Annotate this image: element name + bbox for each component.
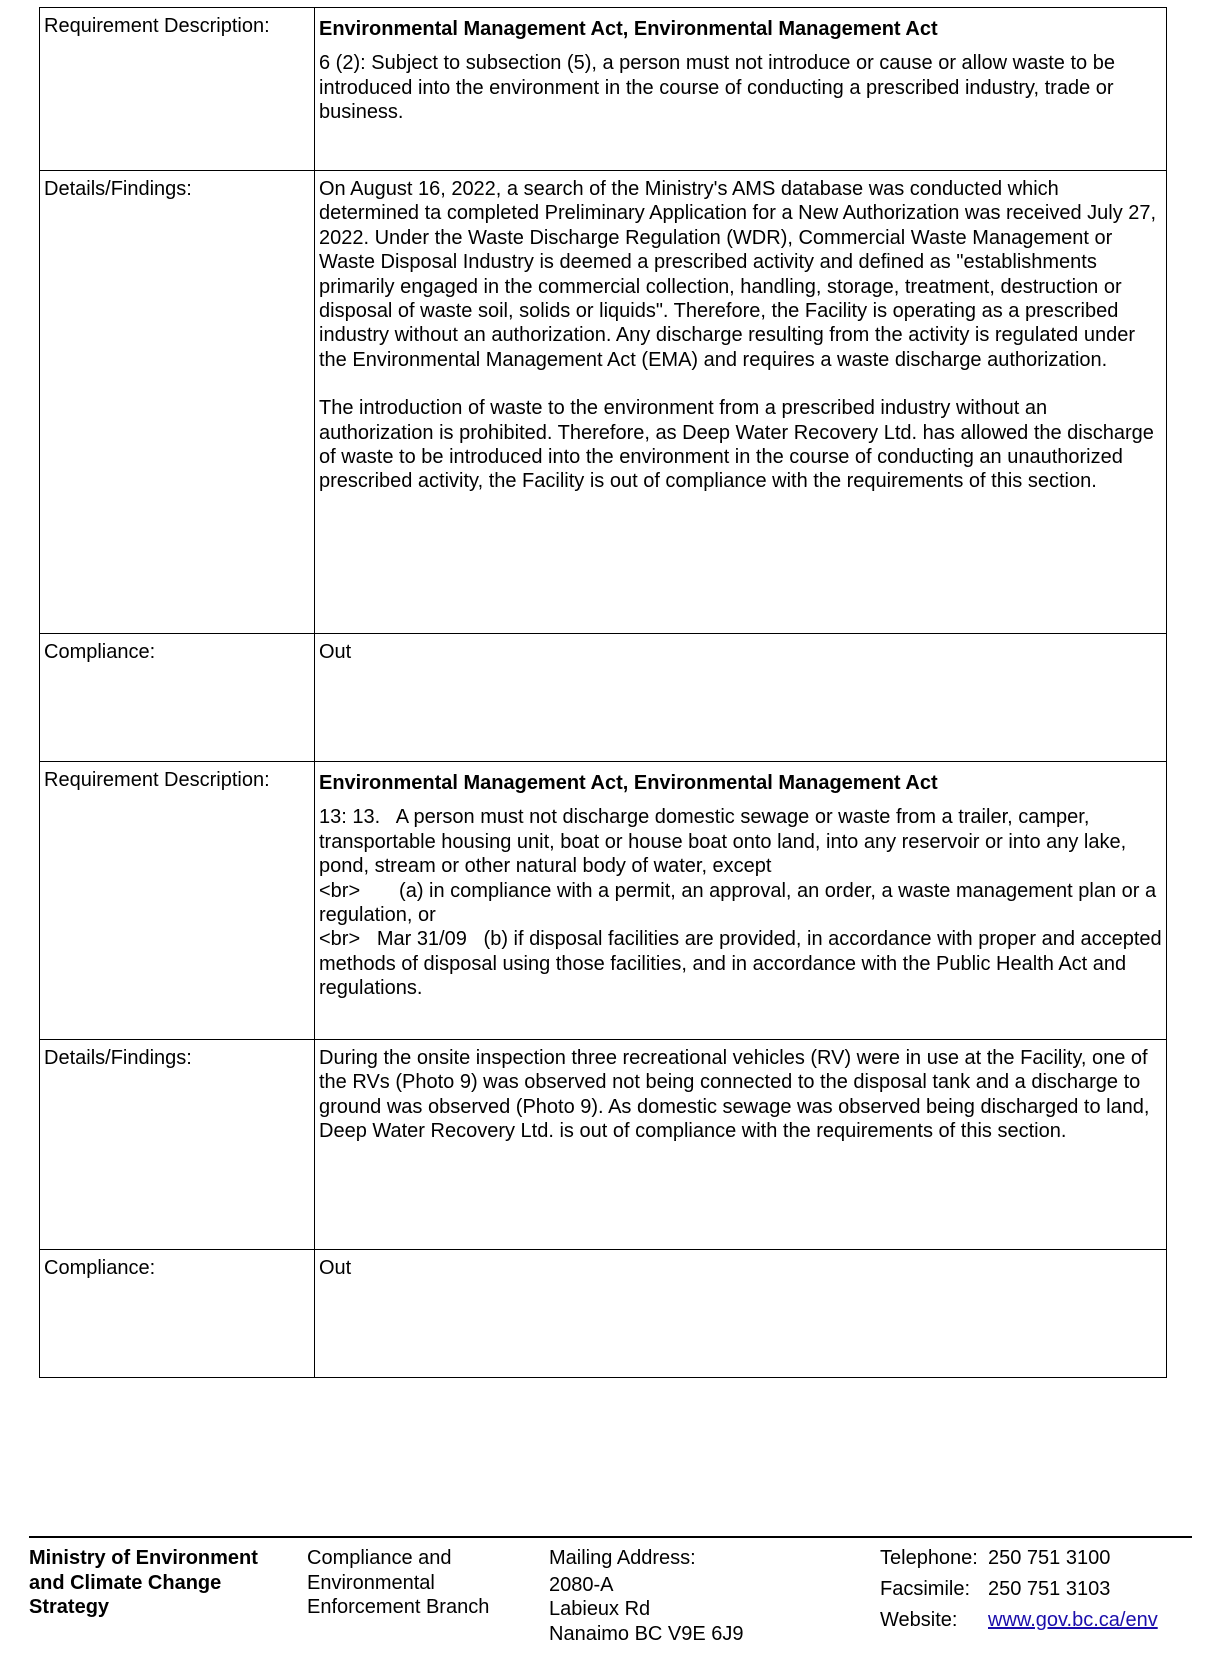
footer-divider xyxy=(29,1536,1192,1538)
compliance-row xyxy=(40,634,1167,762)
requirement-title: Environmental Management Act, Environmental Management Act xyxy=(319,772,938,794)
org-line: and Climate Change xyxy=(29,1571,222,1594)
website-link[interactable]: www.gov.bc.ca/env xyxy=(988,1609,1158,1631)
mailing-line: 2080-A xyxy=(549,1573,614,1596)
footer-contact xyxy=(880,1546,1158,1639)
facsimile-row xyxy=(880,1577,1158,1608)
details-row xyxy=(40,171,1167,634)
branch-line: Enforcement Branch xyxy=(307,1596,490,1618)
telephone-row xyxy=(880,1546,1158,1577)
compliance-value: Out xyxy=(315,634,1167,762)
branch-line: Compliance and xyxy=(307,1547,452,1569)
details-paragraph: During the onsite inspection three recreational vehicles (RV) were in use at the Facility, one of the RVs (Photo 9) was observed not being connected to the disposal tank and a discharge to ground was observed (Photo 9). As domestic sewage was observed being discharged to land, Deep Water Recovery Ltd. is out of compliance with the requirements of this section. xyxy=(319,1047,1156,1143)
requirement-cell xyxy=(315,762,1167,1040)
branch-line: Environmental xyxy=(307,1571,435,1594)
org-line: Ministry of Environment xyxy=(29,1547,258,1569)
facsimile-label: Facsimile: xyxy=(880,1578,971,1600)
requirements-table xyxy=(39,7,1167,1378)
footer-organization xyxy=(29,1546,258,1620)
requirement-text: 6 (2): Subject to subsection (5), a person must not introduce or cause or allow waste to be introduced into the environment in the course of conducting a prescribed industry, trade or business. xyxy=(319,52,1121,124)
footer-mailing-address xyxy=(549,1546,744,1646)
requirement-row xyxy=(40,8,1167,171)
details-row xyxy=(40,1040,1167,1250)
requirement-cell xyxy=(315,8,1167,171)
mailing-line: Nanaimo BC V9E 6J9 xyxy=(549,1622,744,1645)
requirement-label: Requirement Description: xyxy=(40,762,315,1040)
compliance-value: Out xyxy=(315,1250,1167,1378)
details-label: Details/Findings: xyxy=(40,171,315,634)
details-paragraph: On August 16, 2022, a search of the Ministry's AMS database was conducted which determined ta completed Preliminary Application for a New Authorization was received July 27, 2022. Under the Waste Discharge Regulation (WDR), Commercial Waste Management or Waste Disposal Industry is deemed a prescribed activity and defined as "establishments primarily engaged in the commercial collection, handling, storage, treatment, destruction or disposal of waste soil, solids or liquids". Therefore, the Facility is operating as a prescribed industry without an authorization. Any discharge resulting from the activity is regulated under the Environmental Management Act (EMA) and requires a waste discharge authorization. xyxy=(319,178,1162,371)
telephone-label: Telephone: xyxy=(880,1547,978,1569)
requirement-label: Requirement Description: xyxy=(40,8,315,171)
requirement-row xyxy=(40,762,1167,1040)
requirement-text: 13: 13. A person must not discharge domestic sewage or waste from a trailer, camper, transportable housing unit, boat or house boat onto land, into any reservoir or into any lake, pond, stream or other natural body of water, except <br> (a) in compliance with a permit, an approval, an order, a waste management plan or a regulation, or <br> Mar 31/09 (b) if disposal facilities are provided, in accordance with proper and accepted methods of disposal using those facilities, and in accordance with the Public Health Act and regulations. xyxy=(319,806,1162,1000)
compliance-label: Compliance: xyxy=(40,1250,315,1378)
footer-branch xyxy=(307,1546,489,1620)
website-label: Website: xyxy=(880,1609,958,1631)
mailing-line: Labieux Rd xyxy=(549,1598,651,1620)
compliance-label: Compliance: xyxy=(40,634,315,762)
details-paragraph: The introduction of waste to the environment from a prescribed industry without an authorization is prohibited. Therefore, as Deep Water Recovery Ltd. has allowed the discharge of waste to be introduced into the environment in the course of conducting an unauthorized prescribed activity, the Facility is out of compliance with the requirements of this section. xyxy=(319,397,1160,493)
details-cell xyxy=(315,171,1167,634)
details-cell xyxy=(315,1040,1167,1250)
facsimile-value: 250 751 3103 xyxy=(988,1578,1111,1600)
org-line: Strategy xyxy=(29,1596,110,1618)
requirement-title: Environmental Management Act, Environmental Management Act xyxy=(319,18,938,40)
details-label: Details/Findings: xyxy=(40,1040,315,1250)
compliance-row xyxy=(40,1250,1167,1378)
mailing-line: Mailing Address: xyxy=(549,1547,696,1569)
telephone-value: 250 751 3100 xyxy=(988,1547,1111,1569)
website-row xyxy=(880,1608,1158,1639)
